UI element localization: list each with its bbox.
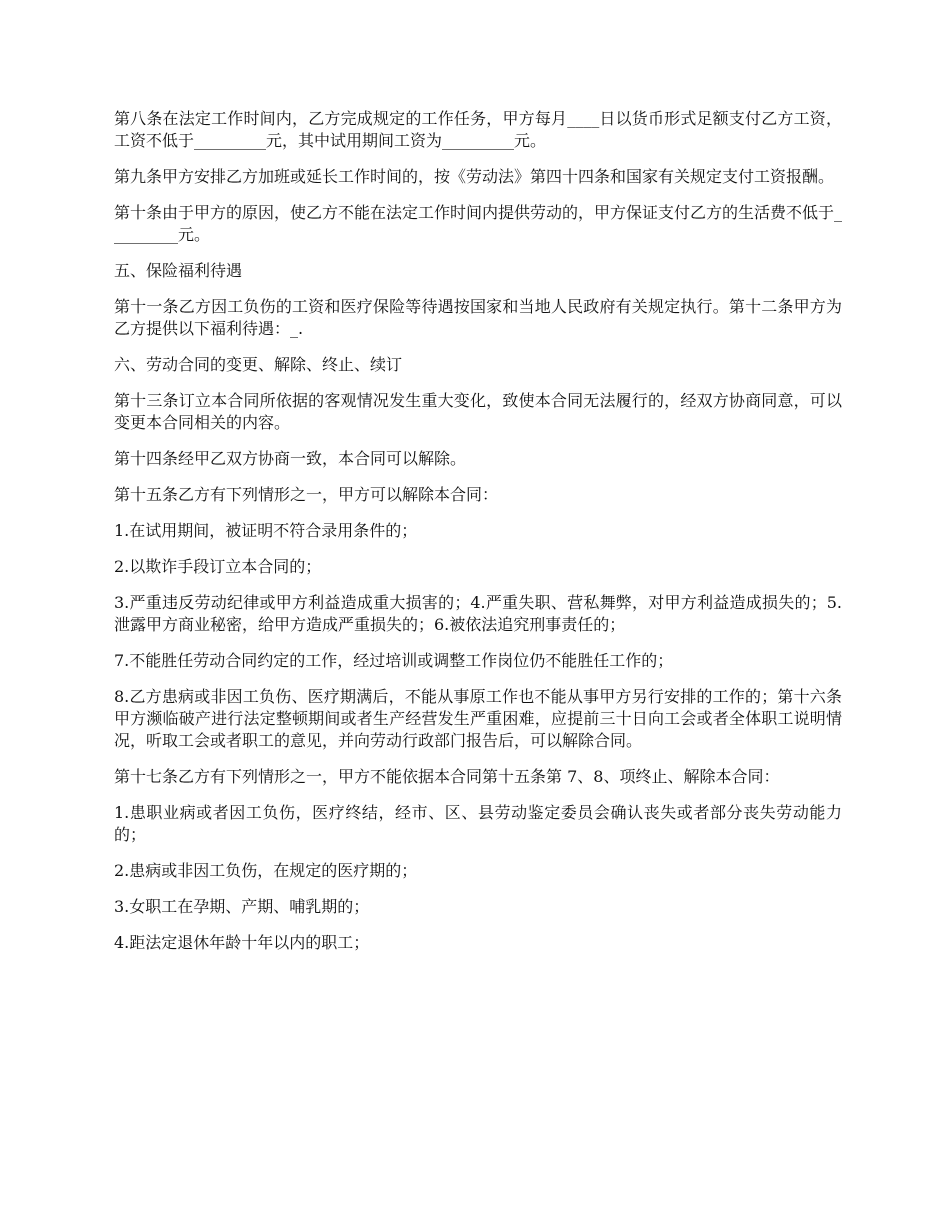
article-9-paragraph: 第九条甲方安排乙方加班或延长工作时间的，按《劳动法》第四十四条和国家有关规定支付工资报酬。 bbox=[114, 167, 835, 186]
list-item: 3.严重违反劳动纪律或甲方利益造成重大损害的；4.严重失职、营私舞弊，对甲方利益造成损失的；5.泄露甲方商业秘密，给甲方造成严重损失的；6.被依法追究刑事责任的； bbox=[114, 593, 842, 634]
list-item: 4.距法定退休年龄十年以内的职工； bbox=[114, 933, 370, 952]
section-heading-insurance-welfare: 五、保险福利待遇 bbox=[114, 261, 243, 280]
list-item: 8.乙方患病或非因工负伤、医疗期满后，不能从事原工作也不能从事甲方另行安排的工作的；第十六条甲方濒临破产进行法定整顿期间或者生产经营发生严重困难，应提前三十日向工会或者全体职工说明情况，听取工会或者职工的意见，并向劳动行政部门报告后，可以解除合同。 bbox=[114, 687, 842, 750]
list-item: 1.在试用期间，被证明不符合录用条件的； bbox=[114, 521, 418, 540]
list-item: 7.不能胜任劳动合同约定的工作，经过培训或调整工作岗位仍不能胜任工作的； bbox=[114, 651, 674, 670]
article-17-paragraph: 第十七条乙方有下列情形之一，甲方不能依据本合同第十五条第 7、8、项终止、解除本合同： bbox=[114, 767, 780, 786]
article-8-paragraph: 第八条在法定工作时间内，乙方完成规定的工作任务，甲方每月____日以货币形式足额支付乙方工资，工资不低于_________元，其中试用期间工资为_________元。 bbox=[114, 109, 842, 150]
list-item: 2.以欺诈手段订立本合同的； bbox=[114, 557, 322, 576]
article-14-paragraph: 第十四条经甲乙双方协商一致，本合同可以解除。 bbox=[114, 449, 467, 468]
document-page bbox=[114, 108, 842, 968]
section-heading-contract-changes: 六、劳动合同的变更、解除、终止、续订 bbox=[114, 355, 403, 374]
article-13-paragraph: 第十三条订立本合同所依据的客观情况发生重大变化，致使本合同无法履行的，经双方协商同意，可以变更本合同相关的内容。 bbox=[114, 391, 842, 432]
list-item: 3.女职工在孕期、产期、哺乳期的； bbox=[114, 897, 370, 916]
list-item: 1.患职业病或者因工负伤，医疗终结，经市、区、县劳动鉴定委员会确认丧失或者部分丧失劳动能力的； bbox=[114, 803, 842, 844]
list-item: 2.患病或非因工负伤，在规定的医疗期的； bbox=[114, 861, 418, 880]
article-10-paragraph: 第十条由于甲方的原因，使乙方不能在法定工作时间内提供劳动的，甲方保证支付乙方的生活费不低于_________元。 bbox=[114, 203, 843, 244]
article-11-12-paragraph: 第十一条乙方因工负伤的工资和医疗保险等待遇按国家和当地人民政府有关规定执行。第十二条甲方为乙方提供以下福利待遇：_. bbox=[114, 297, 842, 338]
article-15-paragraph: 第十五条乙方有下列情形之一，甲方可以解除本合同： bbox=[114, 485, 499, 504]
